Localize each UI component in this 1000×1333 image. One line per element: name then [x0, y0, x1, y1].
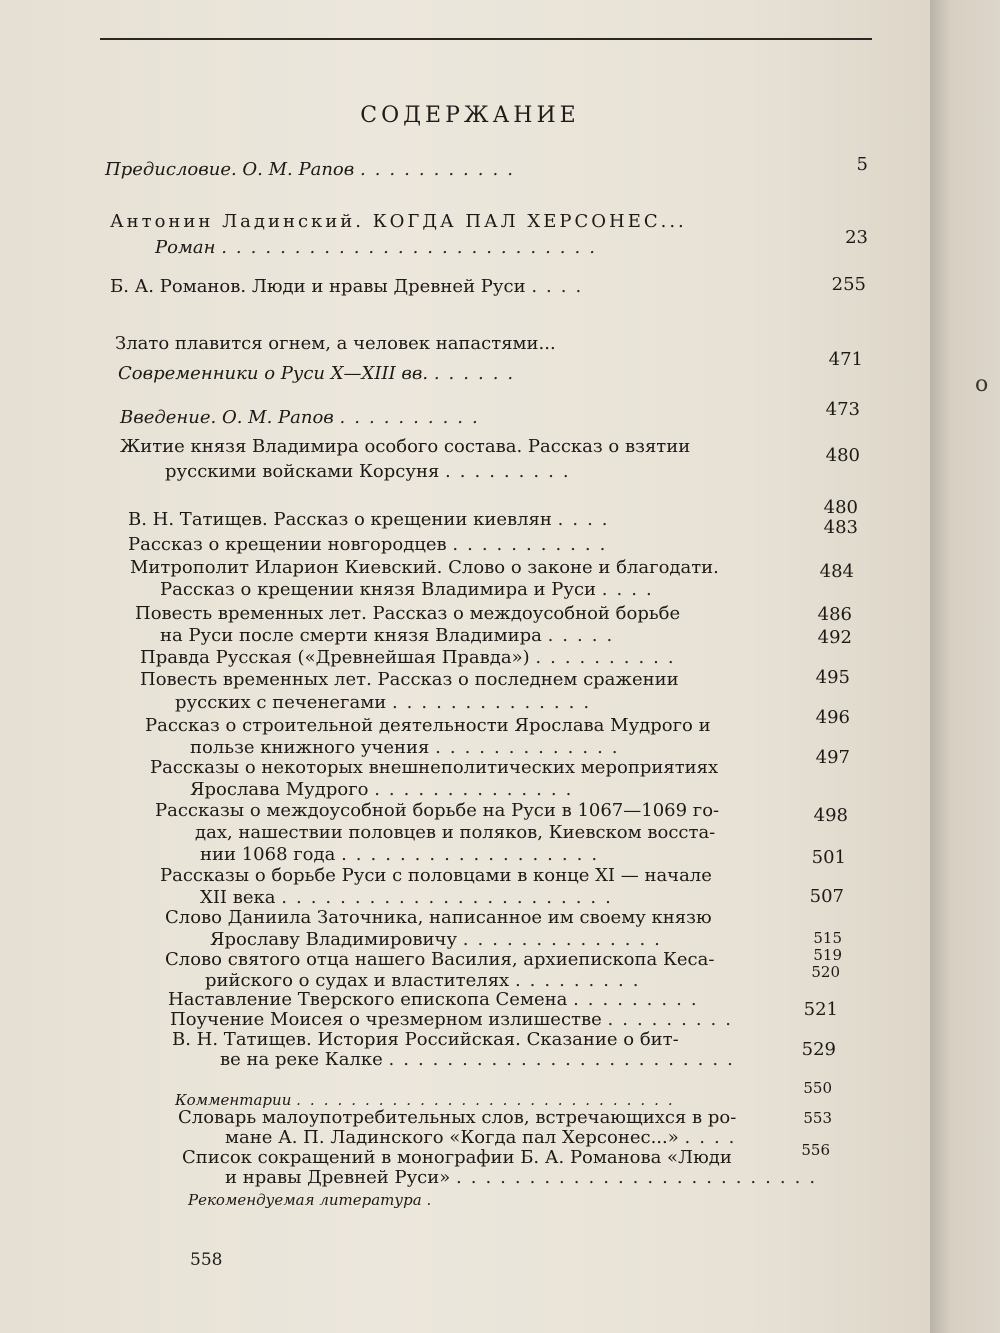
- toc-page-number: 483: [823, 517, 858, 538]
- toc-page-number: 484: [819, 561, 854, 582]
- toc-entry-line: Б. А. Романов. Люди и нравы Древней Руси ....: [110, 276, 591, 297]
- toc-page-number: 507: [809, 886, 844, 907]
- adjacent-page-glyph: о: [975, 372, 989, 397]
- toc-entry-line: В. Н. Татищев. Рассказ о крещении киевлян ....: [128, 509, 617, 530]
- toc-entry-line: XII века .......................: [200, 887, 620, 908]
- toc-entry-line: Повесть временных лет. Рассказ о междоусобной борьбе: [135, 603, 681, 624]
- toc-page-number: 497: [815, 747, 850, 768]
- page-title: СОДЕРЖАНИЕ: [360, 103, 580, 128]
- toc-page-number: 480: [823, 497, 858, 518]
- page-folio: 558: [190, 1250, 223, 1270]
- toc-entry-line: русских с печенегами ..............: [175, 692, 599, 713]
- toc-page-number: 471: [828, 349, 863, 370]
- toc-entry-line: Рассказы о междоусобной борьбе на Руси в 1067—1069 го-: [155, 800, 720, 821]
- toc-page-number: 553: [803, 1109, 832, 1127]
- toc-entry-line: В. Н. Татищев. История Российская. Сказание о бит-: [172, 1029, 679, 1050]
- toc-entry-line: Злато плавится огнем, а человек напастями...: [115, 333, 556, 354]
- adjacent-page-edge: [930, 0, 1000, 1333]
- toc-entry-line: Комментарии ............................: [175, 1091, 682, 1109]
- toc-page-number: 486: [817, 604, 852, 625]
- toc-page-number: 496: [815, 707, 850, 728]
- toc-entry-line: русскими войсками Корсуня .........: [165, 461, 578, 482]
- toc-entry-line: Список сокращений в монографии Б. А. Романова «Люди: [182, 1147, 732, 1168]
- toc-entry-line: Современники о Руси X—XIII вв. ......: [118, 363, 523, 384]
- toc-entry-line: Повесть временных лет. Рассказ о последнем сражении: [140, 669, 679, 690]
- toc-page-number: 501: [811, 847, 846, 868]
- toc-page-number: 498: [813, 805, 848, 826]
- toc-entry-line: Слово святого отца нашего Василия, архиепископа Кеса-: [165, 949, 715, 970]
- toc-entry-line: Правда Русская («Древнейшая Правда») ..........: [140, 647, 683, 668]
- toc-entry-line: Рассказы о борьбе Руси с половцами в конце XI — начале: [160, 865, 712, 886]
- toc-entry-line: и нравы Древней Руси» .........................: [225, 1167, 825, 1188]
- toc-entry-line: Антонин Ладинский. КОГДА ПАЛ ХЕРСОНЕС...: [110, 211, 687, 232]
- toc-entry-line: Введение. О. М. Рапов ..........: [120, 407, 487, 428]
- toc-entry-line: Предисловие. О. М. Рапов ...........: [105, 159, 522, 180]
- toc-page-number: 5: [856, 154, 868, 175]
- toc-entry-line: мане А. П. Ладинского «Когда пал Херсонес...» ....: [225, 1127, 744, 1148]
- toc-entry-line: Рекомендуемая литература .: [188, 1191, 441, 1209]
- toc-page-number: 255: [831, 274, 866, 295]
- toc-page-number: 521: [803, 999, 838, 1020]
- toc-entry-line: Житие князя Владимира особого состава. Рассказ о взятии: [120, 436, 691, 457]
- toc-entry-line: Митрополит Иларион Киевский. Слово о законе и благодати.: [130, 557, 719, 578]
- toc-entry-line: Ярослава Мудрого ..............: [190, 779, 581, 800]
- toc-entry-line: Рассказ о крещении князя Владимира и Руси ....: [160, 579, 661, 600]
- toc-entry-line: рийского о судах и властителях .........: [205, 970, 648, 991]
- toc-entry-line: Рассказы о некоторых внешнеполитических мероприятиях: [150, 757, 719, 778]
- toc-entry-line: на Руси после смерти князя Владимира .....: [160, 625, 622, 646]
- toc-page-number: 473: [825, 399, 860, 420]
- toc-entry-line: дах, нашествии половцев и поляков, Киевском восста-: [195, 822, 716, 843]
- toc-entry-line: Роман ..........................: [155, 237, 604, 258]
- toc-entry-line: Наставление Тверского епископа Семена .........: [168, 989, 706, 1010]
- toc-entry-line: Поучение Моисея о чрезмерном излишестве .........: [170, 1009, 740, 1030]
- toc-page-number: 492: [817, 627, 852, 648]
- toc-entry-line: Словарь малоупотребительных слов, встречающихся в ро-: [178, 1107, 737, 1128]
- toc-page-number: 495: [815, 667, 850, 688]
- toc-page-number: 515: [813, 929, 842, 947]
- toc-page-number: 550: [803, 1079, 832, 1097]
- toc-entry-line: Рассказ о крещении новгородцев ...........: [128, 534, 615, 555]
- toc-entry-line: Слово Даниила Заточника, написанное им своему князю: [165, 907, 712, 928]
- toc-page-number: 520: [811, 963, 840, 981]
- toc-page-number: 519: [813, 946, 842, 964]
- toc-entry-line: Рассказ о строительной деятельности Ярослава Мудрого и: [145, 715, 711, 736]
- toc-page-number: 23: [845, 227, 868, 248]
- toc-entry-line: пользе книжного учения .............: [190, 737, 627, 758]
- toc-entry-line: Ярославу Владимировичу ..............: [210, 929, 669, 950]
- toc-page-number: 529: [801, 1039, 836, 1060]
- toc-page-number: 480: [825, 445, 860, 466]
- toc-page-number: 556: [801, 1141, 830, 1159]
- toc-entry-line: ве на реке Калке ........................: [220, 1049, 742, 1070]
- toc-entry-line: нии 1068 года ..................: [200, 844, 607, 865]
